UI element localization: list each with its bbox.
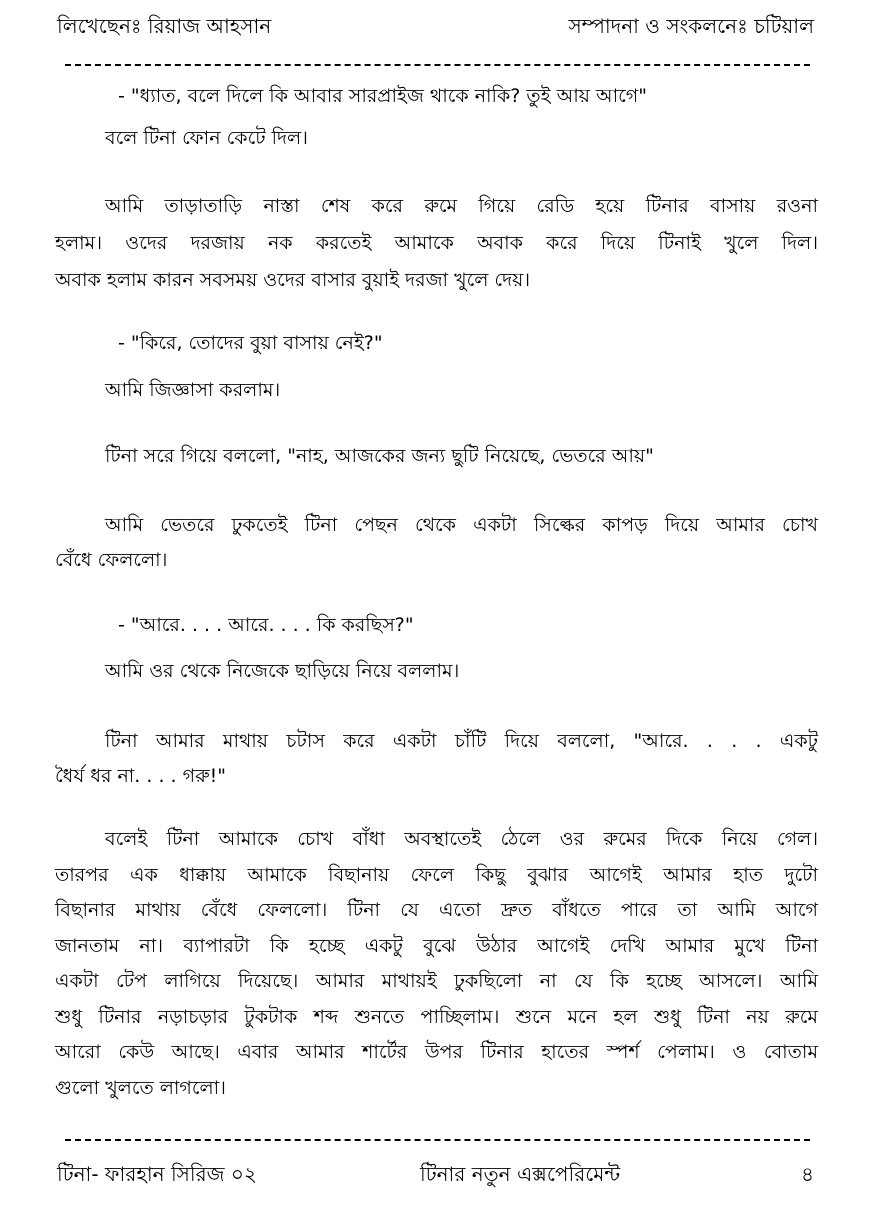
paragraph-line: আমি ভেতরে ঢুকতেই টিনা পেছন থেকে একটা সিল্কের কাপড় দিয়ে আমার চোখ — [105, 514, 818, 536]
dialogue-line: - "আরে. . . . আরে. . . . কি করছিস?" — [118, 614, 414, 636]
footer-series: টিনা- ফারহান সিরিজ ০২ — [57, 1162, 257, 1186]
footer-title: টিনার নতুন এক্সপেরিমেন্ট — [420, 1162, 621, 1186]
header-divider — [65, 64, 810, 66]
author-credit: লিখেছেনঃ রিয়াজ আহসান — [57, 14, 272, 38]
dialogue-line: - "ধ্যাত, বলে দিলে কি আবার সারপ্রাইজ থাকে নাকি? তুই আয় আগে" — [118, 85, 647, 107]
editor-credit: সম্পাদনা ও সংকলনেঃ চটিয়াল — [568, 14, 814, 38]
paragraph-line: একটা টেপ লাগিয়ে দিয়েছে। আমার মাথায়ই ঢুকছিলো না যে কি হচ্ছে আসলে। আমি — [55, 970, 818, 992]
paragraph-line: আরো কেউ আছে। এবার আমার শার্টের উপর টিনার হাতের স্পর্শ পেলাম। ও বোতাম — [55, 1041, 818, 1063]
text-line: টিনা সরে গিয়ে বললো, "নাহ, আজকের জন্য ছুটি নিয়েছে, ভেতরে আয়" — [105, 445, 654, 467]
footer-divider — [65, 1139, 810, 1141]
dialogue-line: - "কিরে, তোদের বুয়া বাসায় নেই?" — [118, 332, 383, 354]
paragraph-line: শুধু টিনার নড়াচড়ার টুকটাক শব্দ শুনতে পাচ্ছিলাম। শুনে মনে হল শুধু টিনা নয় রুমে — [55, 1006, 818, 1028]
text-line: আমি ওর থেকে নিজেকে ছাড়িয়ে নিয়ে বললাম। — [105, 660, 460, 682]
paragraph-line: জানতাম না। ব্যাপারটা কি হচ্ছে একটু বুঝে উঠার আগেই দেখি আমার মুখে টিনা — [55, 935, 818, 957]
paragraph-line: গুলো খুলতে লাগলো। — [55, 1077, 226, 1099]
paragraph-line: বলেই টিনা আমাকে চোখ বাঁধা অবস্থাতেই ঠেলে ওর রুমের দিকে নিয়ে গেল। — [105, 828, 818, 850]
paragraph-line: তারপর এক ধাক্কায় আমাকে বিছানায় ফেলে কিছু বুঝার আগেই আমার হাত দুটো — [55, 864, 818, 886]
paragraph-line: টিনা আমার মাথায় চটাস করে একটা চাঁটি দিয়ে বললো, "আরে. . . . একটু — [105, 730, 818, 752]
text-line: আমি জিজ্ঞাসা করলাম। — [105, 379, 281, 401]
paragraph-line: বেঁধে ফেললো। — [55, 549, 168, 571]
text-line: বলে টিনা ফোন কেটে দিল। — [105, 127, 308, 149]
paragraph-line: আমি তাড়াতাড়ি নাস্তা শেষ করে রুমে গিয়ে রেডি হয়ে টিনার বাসায় রওনা — [105, 195, 818, 217]
paragraph-line: বিছানার মাথায় বেঁধে ফেললো। টিনা যে এতো দ্রুত বাঁধতে পারে তা আমি আগে — [55, 899, 818, 921]
paragraph-line: ধৈর্য ধর না. . . . গরু!" — [55, 765, 227, 787]
paragraph-line: অবাক হলাম কারন সবসময় ওদের বাসার বুয়াই দরজা খুলে দেয়। — [55, 269, 531, 291]
paragraph-line: হলাম। ওদের দরজায় নক করতেই আমাকে অবাক করে দিয়ে টিনাই খুলে দিল। — [55, 232, 818, 254]
page-number: ৪ — [801, 1162, 814, 1186]
